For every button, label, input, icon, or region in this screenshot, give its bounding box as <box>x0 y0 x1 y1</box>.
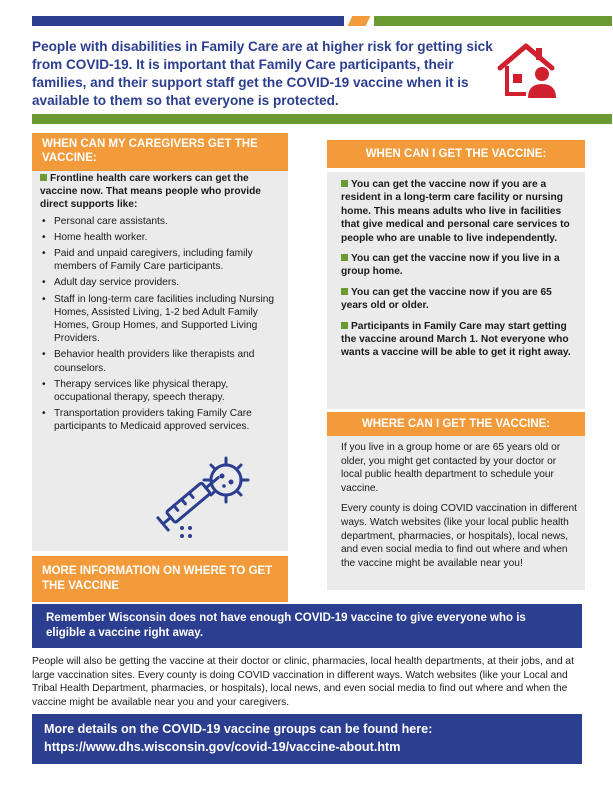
when-item: You can get the vaccine now if you live in a group home. <box>341 253 560 278</box>
top-color-bar <box>32 16 612 26</box>
when-heading: WHEN CAN I GET THE VACCINE: <box>327 140 585 168</box>
where-paragraph-2: Every county is doing COVID vaccination in different ways. Watch websites (like your local public health department, pharmacies, or hospitals), local news, and even social media to find out where and when the vaccine might be available near you! <box>341 503 577 569</box>
caregivers-body <box>40 172 284 437</box>
list-item: • Adult day service providers. <box>40 276 284 289</box>
remember-banner: Remember Wisconsin does not have enough COVID-19 vaccine to give everyone who is eligible a vaccine right away. <box>32 604 582 648</box>
when-body <box>327 172 585 409</box>
green-divider <box>32 114 612 124</box>
list-item: • Personal care assistants. <box>40 215 284 228</box>
list-item: • Behavior health providers like therapists and counselors. <box>40 348 284 374</box>
list-item: • Therapy services like physical therapy, occupational therapy, speech therapy. <box>40 378 284 404</box>
list-item: • Transportation providers taking Family Care participants to Medicaid approved services. <box>40 407 284 433</box>
green-square-icon <box>341 288 348 295</box>
where-body <box>327 436 585 590</box>
where-heading: WHERE CAN I GET THE VACCINE: <box>327 412 585 436</box>
details-banner: More details on the COVID-19 vaccine groups can be found here: https://www.dhs.wisconsin.gov/covid-19/vaccine-about.htm <box>32 714 582 764</box>
list-item: • Paid and unpaid caregivers, including family members of Family Care participants. <box>40 247 284 273</box>
top-bar-orange <box>348 16 371 26</box>
more-info-heading: MORE INFORMATION ON WHERE TO GET THE VACCINE <box>32 556 288 602</box>
caregivers-lead: Frontline health care workers can get the vaccine now. That means people who provide direct supports like: <box>40 173 261 211</box>
intro-text: People with disabilities in Family Care are at higher risk for getting sick from COVID-19. It is important that Family Care participants, their families, and their support staff get the COVID-19 vaccine when it is available to them so that everyone is protected. <box>32 39 493 108</box>
top-bar-blue <box>32 16 344 26</box>
green-square-icon <box>341 180 348 187</box>
when-item: You can get the vaccine now if you are a resident in a long-term care facility or nursing home. This means adults who live in facilities that give medical and personal care services to people who are unable to live independently. <box>341 179 570 244</box>
house-person-icon <box>496 40 562 100</box>
green-square-icon <box>341 254 348 261</box>
syringe-virus-icon <box>150 440 266 540</box>
where-paragraph-1: If you live in a group home or are 65 years old or older, you might get contacted by your doctor or local public health department to schedule your vaccine. <box>341 442 561 494</box>
vaccine-locations-paragraph: People will also be getting the vaccine at their doctor or clinic, pharmacies, local health departments, at their jobs, and at large vaccination sites. Every county is doing COVID vaccination in different ways. Watch websites (like your Local and Tribal Health Department, pharmacies, or hospitals), local news, and even social media to find out where and when the vaccine might be available near you and your caregivers. <box>32 656 574 708</box>
green-square-icon <box>341 322 348 329</box>
when-item: You can get the vaccine now if you are 65 years old or older. <box>341 286 552 312</box>
caregivers-heading: WHEN CAN MY CAREGIVERS GET THE VACCINE: <box>32 133 288 171</box>
top-bar-green <box>374 16 612 26</box>
green-square-icon <box>40 174 47 181</box>
list-item: • Staff in long-term care facilities including Nursing Homes, Assisted Living, 1-2 bed Adult Family Homes, Group Homes, and Supported Living Providers. <box>40 293 284 346</box>
caregivers-list <box>40 215 284 434</box>
when-item: Participants in Family Care may start getting the vaccine around March 1. Not everyone who wants a vaccine will be able to get it right away. <box>341 320 571 359</box>
list-item: • Home health worker. <box>40 231 284 244</box>
